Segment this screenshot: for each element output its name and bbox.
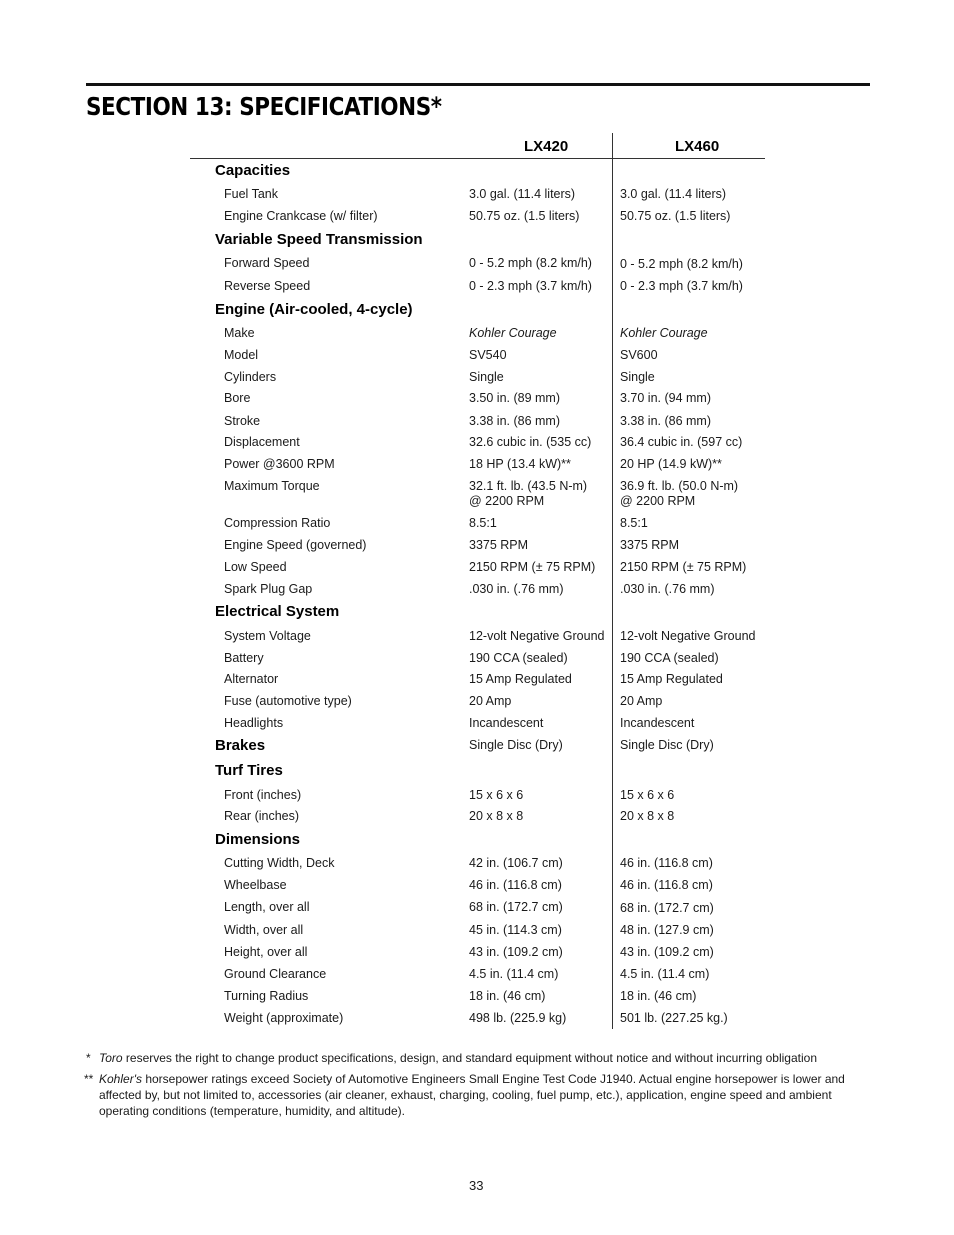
- column-divider: [612, 133, 613, 1029]
- spec-value-lx420: 50.75 oz. (1.5 liters): [469, 209, 580, 223]
- spec-label: Model: [224, 348, 259, 362]
- page-title: SECTION 13: SPECIFICATIONS*: [86, 92, 442, 121]
- spec-label: Compression Ratio: [224, 516, 331, 530]
- spec-label: System Voltage: [224, 629, 311, 643]
- spec-value-lx460: 3375 RPM: [620, 538, 680, 552]
- spec-value-lx460: 3.0 gal. (11.4 liters): [620, 187, 727, 201]
- spec-label: Maximum Torque: [224, 479, 320, 493]
- spec-label: Reverse Speed: [224, 279, 311, 293]
- spec-label: Forward Speed: [224, 256, 310, 270]
- spec-value-lx460: 36.9 ft. lb. (50.0 N-m): [620, 479, 739, 493]
- section-transmission: Variable Speed Transmission: [215, 231, 423, 248]
- spec-value-lx420: 68 in. (172.7 cm): [469, 900, 563, 914]
- spec-label: Engine Speed (governed): [224, 538, 367, 552]
- spec-label: Displacement: [224, 435, 300, 449]
- spec-value-lx460-line2: @ 2200 RPM: [620, 494, 696, 508]
- spec-value-lx460: SV600: [620, 348, 658, 362]
- spec-value-lx460: 20 Amp: [620, 694, 663, 708]
- spec-value-lx460: .030 in. (.76 mm): [620, 582, 715, 596]
- spec-value-lx460: 0 - 2.3 mph (3.7 km/h): [620, 279, 743, 293]
- spec-value-lx460: Single Disc (Dry): [620, 738, 714, 752]
- spec-label: Length, over all: [224, 900, 310, 914]
- section-brakes: Brakes: [215, 737, 266, 754]
- spec-label: Width, over all: [224, 923, 304, 937]
- footnote-1-text: reserves the right to change product specifications, design, and standard equipment without notice and without incurring obligation: [122, 1051, 818, 1065]
- spec-label: Front (inches): [224, 788, 302, 802]
- spec-value-lx420: Single: [469, 370, 504, 384]
- spec-value-lx420: .030 in. (.76 mm): [469, 582, 564, 596]
- spec-label: Cylinders: [224, 370, 277, 384]
- footnote-1-mark: *: [86, 1051, 91, 1065]
- spec-value-lx460: 15 Amp Regulated: [620, 672, 723, 686]
- spec-value-lx420: 18 HP (13.4 kW)**: [469, 457, 571, 471]
- spec-value-lx460: 3.70 in. (94 mm): [620, 391, 712, 405]
- spec-value-lx460: 3.38 in. (86 mm): [620, 414, 712, 428]
- spec-value-lx420: 8.5:1: [469, 516, 497, 530]
- footnote-2-text: horsepower ratings exceed Society of Automotive Engineers Small Engine Test Code J1940. Actual engine horsepower is lower and affected by, but not limited to, accessories (air cleaner, exhaust, charging, cooling, fuel pump, etc.), application, engine speed and ambient operating conditions (temperature, humidity, and altitude).: [99, 1072, 845, 1118]
- section-capacities: Capacities: [215, 162, 291, 179]
- spec-value-lx420: 43 in. (109.2 cm): [469, 945, 563, 959]
- spec-label: Rear (inches): [224, 809, 300, 823]
- section-dimensions: Dimensions: [215, 831, 301, 848]
- spec-value-lx420: Incandescent: [469, 716, 544, 730]
- spec-value-lx420: 15 Amp Regulated: [469, 672, 572, 686]
- column-header-lx460: LX460: [675, 138, 720, 155]
- spec-label: Power @3600 RPM: [224, 457, 335, 471]
- spec-value-lx420: 0 - 5.2 mph (8.2 km/h): [469, 256, 592, 270]
- header-underline: [190, 158, 765, 159]
- spec-value-lx420: Kohler Courage: [469, 326, 557, 340]
- spec-value-lx420: 3.50 in. (89 mm): [469, 391, 561, 405]
- spec-label: Bore: [224, 391, 251, 405]
- spec-value-lx460: 8.5:1: [620, 516, 648, 530]
- spec-value-lx420-line2: @ 2200 RPM: [469, 494, 545, 508]
- spec-value-lx460: 46 in. (116.8 cm): [620, 878, 713, 892]
- spec-label: Make: [224, 326, 255, 340]
- spec-value-lx460: 68 in. (172.7 cm): [620, 901, 714, 915]
- spec-value-lx460: Incandescent: [620, 716, 695, 730]
- spec-value-lx420: 3.38 in. (86 mm): [469, 414, 561, 428]
- spec-label: Turning Radius: [224, 989, 309, 1003]
- spec-value-lx420: 3375 RPM: [469, 538, 529, 552]
- spec-value-lx420: SV540: [469, 348, 507, 362]
- page-number: 33: [469, 1178, 484, 1193]
- spec-value-lx420: 2150 RPM (± 75 RPM): [469, 560, 596, 574]
- spec-value-lx420: 498 lb. (225.9 kg): [469, 1011, 567, 1025]
- spec-label: Stroke: [224, 414, 261, 428]
- spec-label: Battery: [224, 651, 264, 665]
- spec-label: Height, over all: [224, 945, 308, 959]
- spec-value-lx420: Single Disc (Dry): [469, 738, 563, 752]
- spec-value-lx460: 15 x 6 x 6: [620, 788, 675, 802]
- spec-value-lx460: Single: [620, 370, 655, 384]
- top-rule: [86, 83, 870, 86]
- spec-value-lx460: 12-volt Negative Ground: [620, 629, 756, 643]
- spec-label: Engine Crankcase (w/ filter): [224, 209, 378, 223]
- spec-label: Wheelbase: [224, 878, 287, 892]
- spec-value-lx420: 0 - 2.3 mph (3.7 km/h): [469, 279, 592, 293]
- spec-value-lx460: 48 in. (127.9 cm): [620, 923, 714, 937]
- spec-value-lx420: 15 x 6 x 6: [469, 788, 524, 802]
- spec-value-lx460: 4.5 in. (11.4 cm): [620, 967, 710, 981]
- spec-label: Fuse (automotive type): [224, 694, 352, 708]
- footnote-2-mark: **: [84, 1072, 94, 1086]
- spec-value-lx460: Kohler Courage: [620, 326, 708, 340]
- spec-value-lx420: 20 x 8 x 8: [469, 809, 524, 823]
- spec-value-lx420: 32.6 cubic in. (535 cc): [469, 435, 592, 449]
- spec-label: Cutting Width, Deck: [224, 856, 335, 870]
- spec-value-lx460: 501 lb. (227.25 kg.): [620, 1011, 728, 1025]
- spec-label: Fuel Tank: [224, 187, 278, 201]
- footnote-2-brand: Kohler's: [99, 1072, 142, 1086]
- section-turf-tires: Turf Tires: [215, 762, 283, 779]
- spec-value-lx460: 43 in. (109.2 cm): [620, 945, 714, 959]
- spec-value-lx420: 4.5 in. (11.4 cm): [469, 967, 559, 981]
- footnote-2: [99, 1071, 871, 1119]
- footnote-1-brand: Toro: [99, 1051, 123, 1065]
- spec-value-lx460: 20 HP (14.9 kW)**: [620, 457, 722, 471]
- spec-value-lx460: 20 x 8 x 8: [620, 809, 675, 823]
- section-electrical: Electrical System: [215, 603, 340, 620]
- spec-value-lx420: 42 in. (106.7 cm): [469, 856, 563, 870]
- column-header-lx420: LX420: [524, 138, 569, 155]
- spec-value-lx420: 3.0 gal. (11.4 liters): [469, 187, 576, 201]
- spec-value-lx420: 12-volt Negative Ground: [469, 629, 605, 643]
- spec-value-lx420: 20 Amp: [469, 694, 512, 708]
- spec-value-lx420: 190 CCA (sealed): [469, 651, 568, 665]
- spec-value-lx460: 2150 RPM (± 75 RPM): [620, 560, 747, 574]
- spec-value-lx420: 18 in. (46 cm): [469, 989, 546, 1003]
- spec-label: Headlights: [224, 716, 284, 730]
- spec-value-lx460: 190 CCA (sealed): [620, 651, 719, 665]
- spec-value-lx420: 45 in. (114.3 cm): [469, 923, 562, 937]
- spec-value-lx460: 46 in. (116.8 cm): [620, 856, 713, 870]
- spec-label: Weight (approximate): [224, 1011, 344, 1025]
- spec-label: Ground Clearance: [224, 967, 327, 981]
- section-engine: Engine (Air-cooled, 4-cycle): [215, 301, 413, 318]
- spec-value-lx420: 46 in. (116.8 cm): [469, 878, 562, 892]
- spec-value-lx460: 36.4 cubic in. (597 cc): [620, 435, 743, 449]
- spec-label: Spark Plug Gap: [224, 582, 313, 596]
- spec-label: Low Speed: [224, 560, 287, 574]
- spec-value-lx460: 18 in. (46 cm): [620, 989, 697, 1003]
- spec-label: Alternator: [224, 672, 279, 686]
- spec-value-lx420: 32.1 ft. lb. (43.5 N-m): [469, 479, 588, 493]
- spec-value-lx460: 50.75 oz. (1.5 liters): [620, 209, 731, 223]
- footnote-1: [99, 1050, 869, 1066]
- spec-value-lx460: 0 - 5.2 mph (8.2 km/h): [620, 257, 743, 271]
